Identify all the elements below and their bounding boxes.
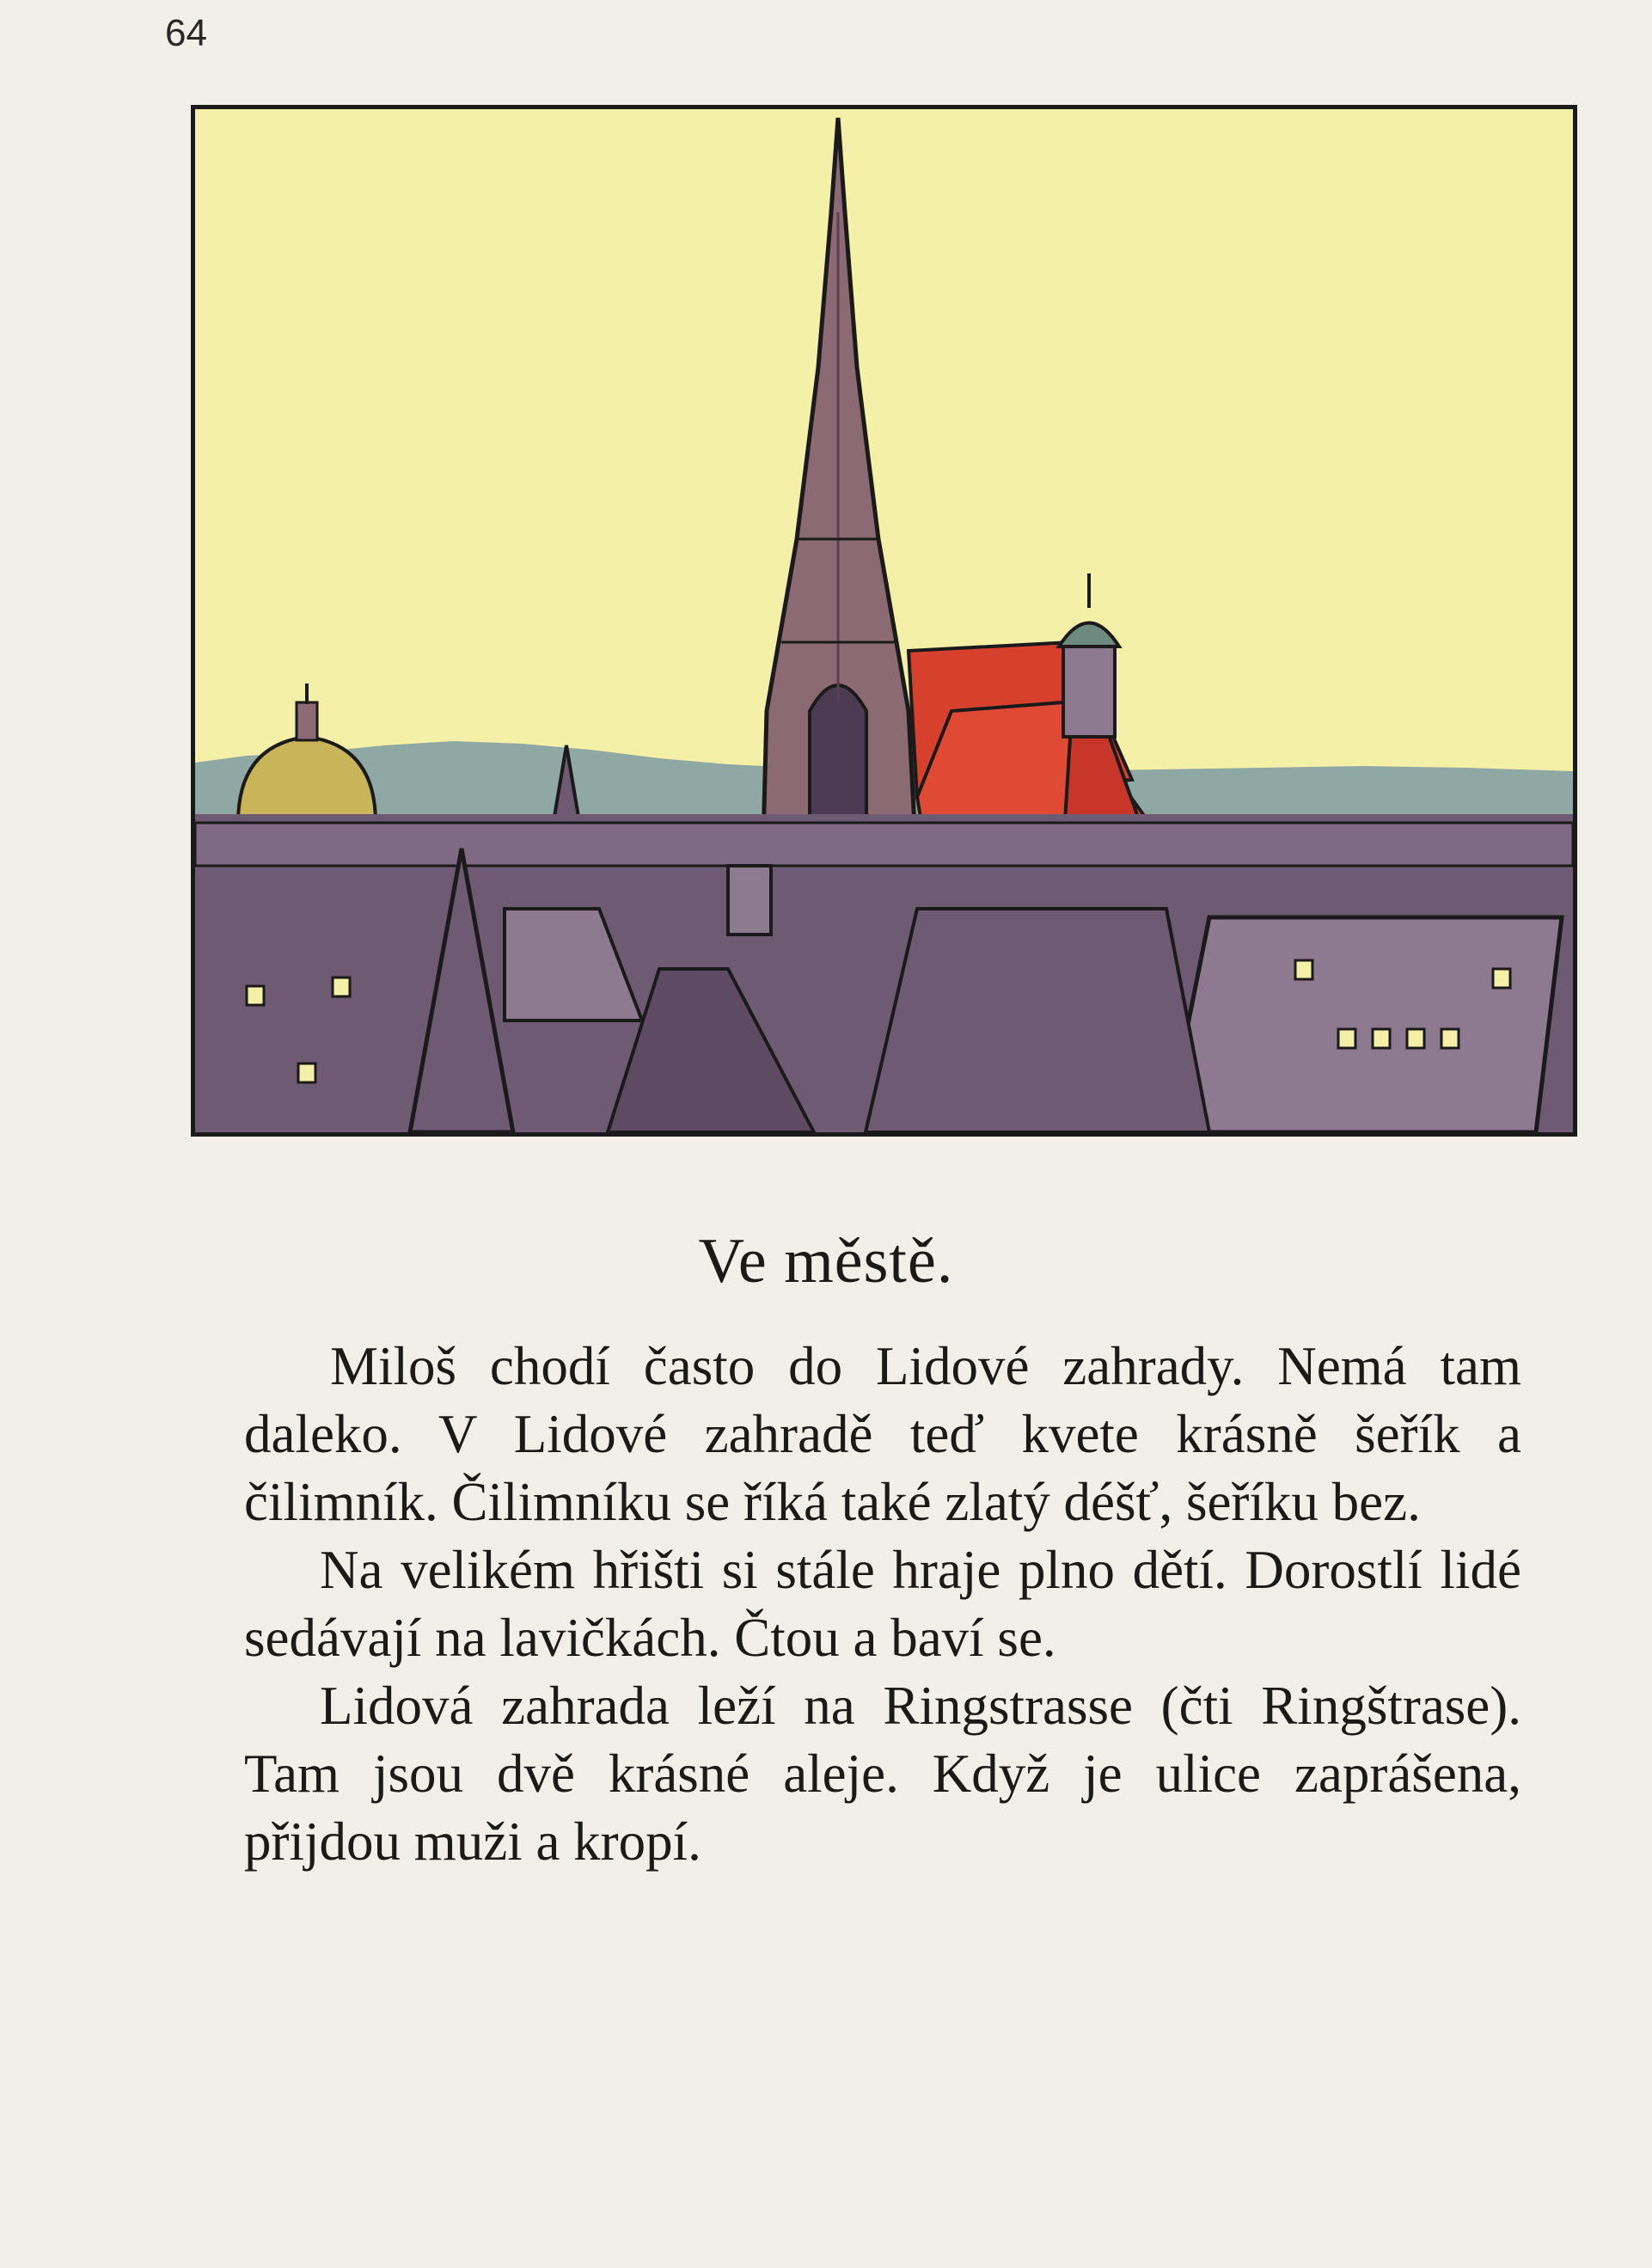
roof-row-back — [195, 823, 1573, 866]
roof-center-right — [866, 909, 1209, 1132]
roof-right — [1166, 917, 1562, 1132]
paragraph: Miloš chodí často do Lidové zahrady. Nemá tam daleko. V Lidové zahradě teď kvete krásně šeřík a čilimník. Čilimníku se říká také zlatý déšť, šeříku bez. — [244, 1336, 1521, 1532]
paragraph: Na velikém hřišti si stále hraje plno dětí. Dorostlí lidé sedávají na lavičkách. Čtou a baví se. — [244, 1540, 1521, 1668]
cityscape-drawing — [195, 109, 1573, 1132]
page-title: Ve městě. — [698, 1226, 954, 1296]
cityscape-illustration — [191, 105, 1577, 1137]
page-number: 64 — [165, 12, 207, 54]
body-text — [244, 1333, 1521, 1876]
chimney — [728, 866, 771, 935]
paragraph: Lidová zahrada leží na Ringstrasse (čti Ringštrase). Tam jsou dvě krásné aleje. Když je ulice zaprášena, přijdou muži a kropí. — [244, 1676, 1521, 1872]
